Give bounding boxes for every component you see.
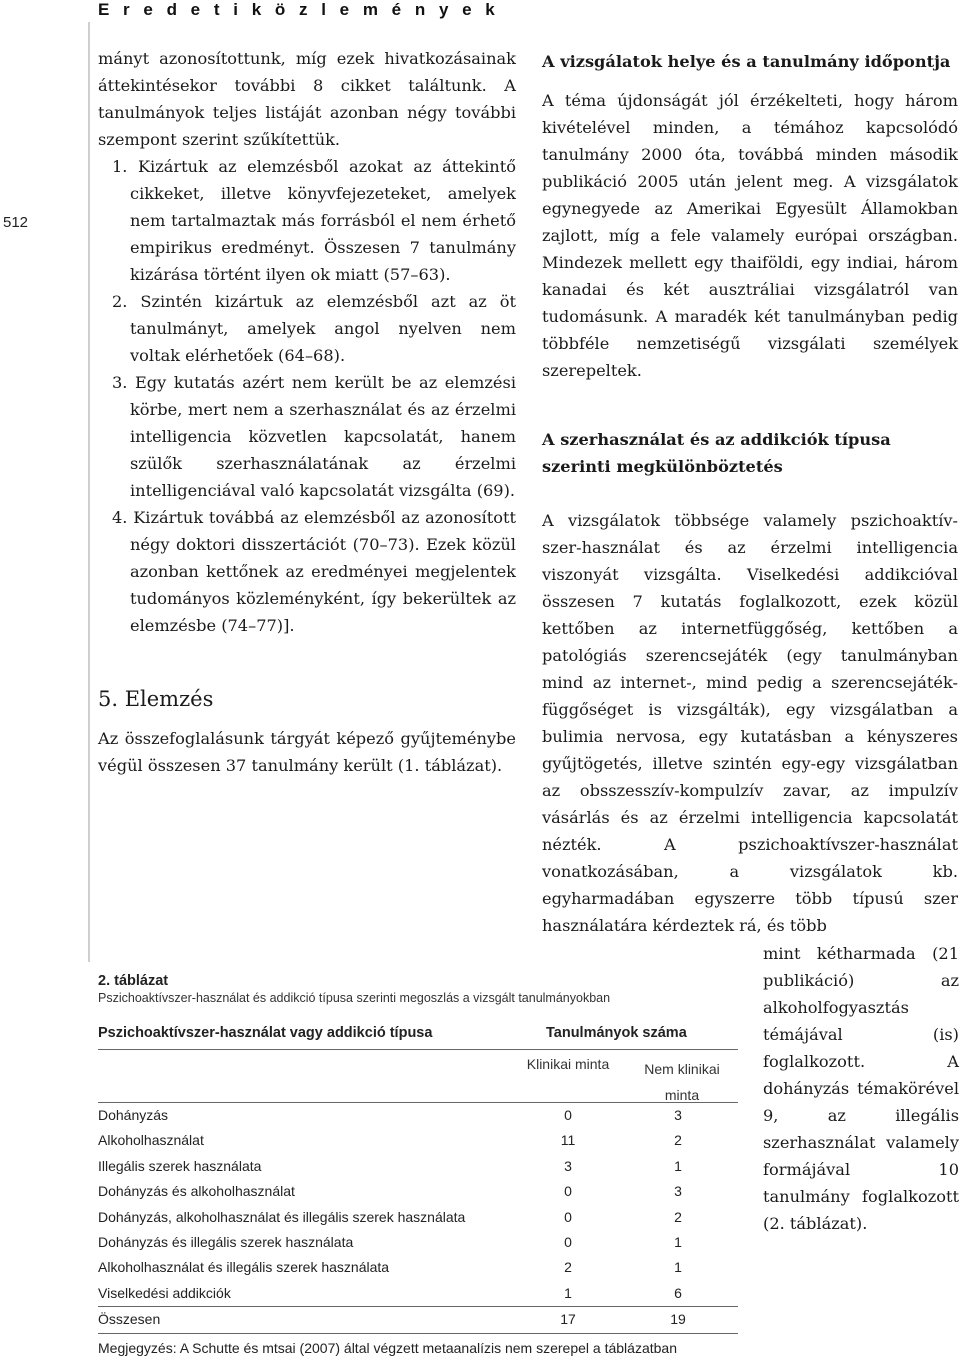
list-item-4: 4. Kizártuk továbbá az elemzésből az azonosított négy doktori disszertációt (70–73). Ezek közül azonban kettőnek az eredményei megjelentek tudományos közleményként, így bekerültek az elemzésbe (74–77)]. [112, 508, 516, 635]
row-clinical-value: 2 [564, 1259, 572, 1276]
right-column [542, 48, 958, 939]
row-clinical-value: 0 [564, 1233, 572, 1250]
row-label: Dohányzás és alkoholhasználat [98, 1183, 295, 1200]
row-label: Alkoholhasználat [98, 1132, 204, 1149]
section-header: E r e d e t i k ö z l e m é n y e k [98, 0, 500, 19]
table-row [98, 1230, 738, 1255]
row-nonclinical-value: 1 [674, 1233, 682, 1250]
row-label: Alkoholhasználat és illegális szerek használata [98, 1259, 390, 1276]
heading-substance-types: A szerhasználat és az addikciók típusa szerinti megkülönböztetés [542, 430, 891, 476]
row-nonclinical-value: 2 [674, 1132, 682, 1149]
row-label: Viselkedési addikciók [98, 1284, 231, 1301]
table-row [98, 1281, 738, 1306]
intro-paragraph: mányt azonosítottunk, míg ezek hivatkozásainak áttekintésekor további 8 cikket találtunk. A tanulmányok teljes listáját azonban négy további szempont szerint szűkítettük. [98, 49, 516, 149]
table-subcol-nonclinical: Nem klinikai minta [644, 1061, 720, 1103]
table-label: 2. táblázat [98, 973, 169, 989]
row-nonclinical-value: 6 [674, 1284, 682, 1301]
paragraph-study-location: A téma újdonságát jól érzékelteti, hogy három kivételével minden, a témához kapcsolódó tanulmány 2000 óta, továbbá minden második publikáció 2005 után jelent meg. A vizsgálatok egynegyede az Amerikai Egyesült Államokban zajlott, míg a fele valamely európai országban. Mindezek mellett egy thaiföldi, egy indiai, három kanadai és két ausztráliai vizsgálatról van tudomásunk. A maradék két tanulmányban pedig többféle nemzetiségű vizsgálati személyek szerepeltek. [542, 91, 958, 380]
row-clinical-value: 0 [564, 1183, 572, 1200]
total-label: Összesen [98, 1311, 161, 1328]
table-col-type-header: Pszichoaktívszer-használat vagy addikció típusa [98, 1025, 433, 1041]
table-row [98, 1128, 738, 1153]
left-column [98, 45, 516, 779]
row-clinical-value: 11 [560, 1132, 576, 1149]
row-clinical-value: 0 [564, 1208, 572, 1225]
row-nonclinical-value: 1 [674, 1259, 682, 1276]
table-subheader [98, 1049, 738, 1102]
row-label: Illegális szerek használata [98, 1157, 262, 1174]
section-title-elemzes: 5. Elemzés [98, 687, 214, 711]
row-nonclinical-value: 2 [674, 1208, 682, 1225]
table-row [98, 1154, 738, 1179]
row-clinical-value: 0 [564, 1107, 572, 1123]
row-label: Dohányzás [98, 1107, 169, 1123]
paragraph-substance-types: A vizsgálatok többsége valamely pszichoaktív-szer-használat és az érzelmi intelligencia viszonyát vizsgálta. Viselkedési addikcióval összesen 7 kutatás foglalkozott, ezek közül kettőben az internetfüggőség, kettőben a patológiás szerencsejáték (egy tanulmányban mind az internet-, mind pedig a szerencsejáték-függőséget is vizsgálták), egy vizsgálatban a bulimia nervosa, egy kutatásban a kényszeres gyűjtögetés, illetve szintén egy-egy vizsgálatban az obsszesszív-kompulzív zavar, az impulzív vásárlás és az érzelmi intelligencia kapcsolatát nézték. A pszichoaktívszer-használat vonatkozásában, a vizsgálatok kb. egyharmadában egyszerre több típusú szer használatára kérdeztek rá, és több [542, 511, 958, 935]
table-row [98, 1103, 738, 1128]
table-note: Megjegyzés: A Schutte és mtsai (2007) által végzett metaanalízis nem szerepel a táblázatban [98, 1333, 738, 1360]
row-nonclinical-value: 1 [674, 1157, 682, 1174]
section-paragraph: Az összefoglalásunk tárgyát képező gyűjteménybe végül összesen 37 tanulmány került (1. táblázat). [98, 729, 516, 775]
table-header [98, 1019, 738, 1043]
margin-rule [88, 22, 90, 962]
table-col-count-header: Tanulmányok száma [546, 1025, 687, 1041]
list-item-3: 3. Egy kutatás azért nem került be az elemzési körbe, mert nem a szerhasználat és az érzelmi intelligencia közvetlen kapcsolatát, hanem szülők szerhasználatának az érzelmi intelligenciával való kapcsolatát vizsgálta (69). [112, 373, 516, 500]
table-row [98, 1205, 738, 1230]
table-2 [98, 972, 738, 1360]
table-subcol-clinical: Klinikai minta [526, 1056, 610, 1072]
table-body [98, 1102, 738, 1333]
paragraph-continuation: mint kétharmada (21 publikáció) az alkoholfogyasztás témájával (is) foglalkozott. A dohányzás témakörével 9, az illegális szerhasználat valamely formájával 10 tanulmány foglalkozott (2. táblázat). [763, 944, 959, 1233]
row-label: Dohányzás, alkoholhasználat és illegális szerek használata [98, 1208, 466, 1225]
heading-study-location: A vizsgálatok helye és a tanulmány időpontja [542, 52, 951, 71]
total-clinical-value: 17 [560, 1311, 576, 1328]
table-total-row [98, 1306, 738, 1332]
row-clinical-value: 1 [564, 1284, 572, 1301]
table-caption: Pszichoaktívszer-használat és addikció típusa szerinti megoszlás a vizsgált tanulmányokban [98, 991, 611, 1005]
row-clinical-value: 3 [564, 1157, 572, 1174]
row-label: Dohányzás és illegális szerek használata [98, 1233, 354, 1250]
list-item-1: 1. Kizártuk az elemzésből azokat az áttekintő cikkeket, illetve könyvfejezeteket, amelyek nem tartalmaztak más forrásból el nem érhető empirikus eredményt. Összesen 7 tanulmány kizárása történt ilyen ok miatt (57–63). [112, 157, 516, 284]
list-item-2: 2. Szintén kizártuk az elemzésből azt az öt tanulmányt, amelyek angol nyelven nem voltak elérhetőek (64–68). [112, 292, 516, 365]
row-nonclinical-value: 3 [674, 1107, 682, 1123]
total-nonclinical-value: 19 [670, 1311, 686, 1328]
row-nonclinical-value: 3 [674, 1183, 682, 1200]
page-number: 512 [3, 214, 29, 231]
table-row [98, 1255, 738, 1280]
table-row [98, 1179, 738, 1204]
